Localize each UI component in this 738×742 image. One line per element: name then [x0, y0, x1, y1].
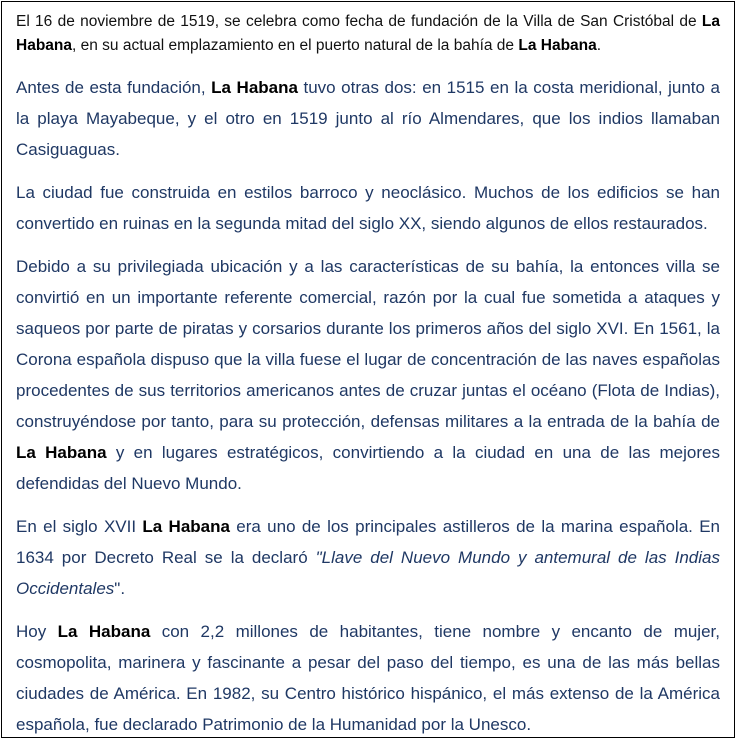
paragraph-present-day	[16, 616, 720, 740]
royal-decree-quote: "Llave del Nuevo Mundo y antemural de las Indias Occidentales	[16, 548, 720, 598]
text-segment: La ciudad fue construida en estilos barroco y neoclásico. Muchos de los edificios se han convertido en ruinas en la segunda mitad del siglo XX, siendo algunos de ellos restaurados.	[16, 183, 720, 233]
paragraph-earlier-foundations	[16, 72, 720, 165]
text-segment: ".	[114, 579, 126, 598]
text-segment: Hoy	[16, 622, 58, 641]
city-name-bold: La Habana	[16, 13, 720, 54]
paragraph-shipyards	[16, 511, 720, 604]
paragraph-architecture	[16, 177, 720, 239]
text-segment: , en su actual emplazamiento en el puerto natural de la bahía de	[72, 37, 519, 54]
text-segment: era uno de los principales astilleros de la marina española. En 1634 por Decreto Real se la declaró	[16, 517, 720, 567]
text-segment: tuvo otras dos: en 1515 en la costa meridional, junto a la playa Mayabeque, y el otro en 1519 junto al río Almendares, que los indios llamaban Casiguaguas.	[16, 78, 720, 159]
text-segment: El 16 de noviembre de 1519, se celebra como fecha de fundación de la Villa de San Cristóbal de	[16, 13, 702, 30]
text-segment: .	[596, 37, 602, 54]
document-frame	[1, 1, 735, 738]
text-segment: En el siglo XVII	[16, 517, 143, 536]
city-name-bold: La Habana	[57, 622, 151, 641]
city-name-bold: La Habana	[16, 443, 107, 462]
paragraph-commerce-defense	[16, 251, 720, 499]
document-body	[16, 10, 720, 740]
text-segment: con 2,2 millones de habitantes, tiene nombre y encanto de mujer, cosmopolita, marinera y fascinante a pesar del paso del tiempo, es una de las más bellas ciudades de América. En 1982, su Centro histórico hispánico, el más extenso de la América española, fue declarado Patrimonio de la Humanidad por la Unesco.	[16, 622, 720, 734]
text-segment: Debido a su privilegiada ubicación y a las características de su bahía, la entonces villa se convirtió en un importante referente comercial, razón por la cual fue sometida a ataques y saqueos por parte de piratas y corsarios durante los primeros años del siglo XVI. En 1561, la Corona española dispuso que la villa fuese el lugar de concentración de las naves españolas procedentes de sus territorios americanos antes de cruzar juntas el océano (Flota de Indias), construyéndose por tanto, para su protección, defensas militares a la entrada de la bahía de	[16, 257, 720, 431]
text-segment: Antes de esta fundación,	[16, 78, 212, 97]
city-name-bold: La Habana	[518, 37, 597, 54]
city-name-bold: La Habana	[211, 78, 298, 97]
city-name-bold: La Habana	[142, 517, 230, 536]
text-segment: y en lugares estratégicos, convirtiendo a la ciudad en una de las mejores defendidas del Nuevo Mundo.	[16, 443, 720, 493]
paragraph-founding-date	[16, 10, 720, 58]
